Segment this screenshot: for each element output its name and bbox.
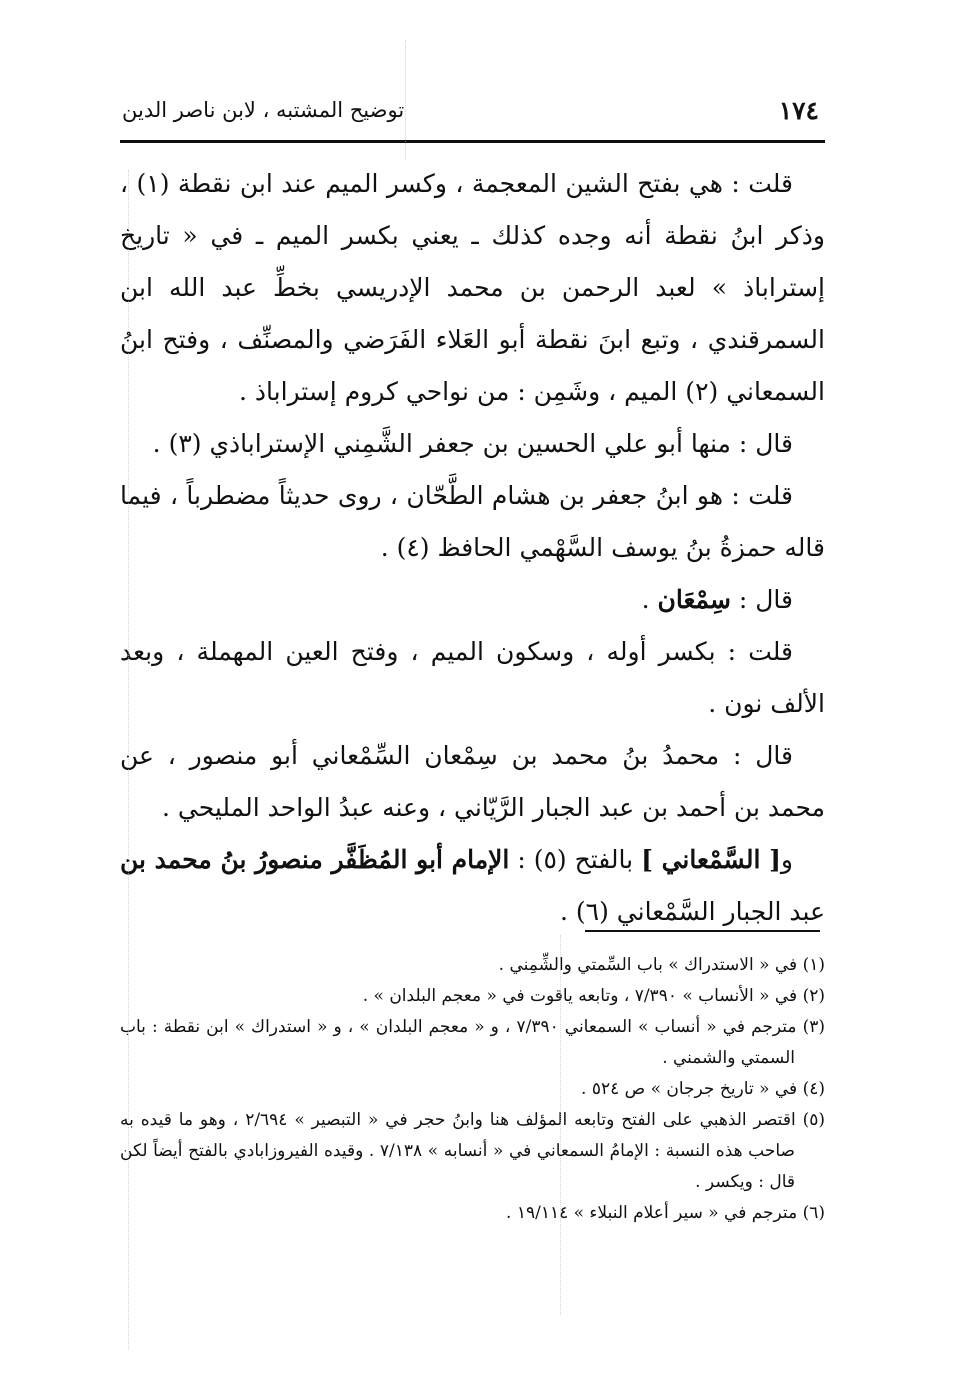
paragraph-sam-ani: و[ السَّمْعاني ] بالفتح (٥) : الإمام أبو المُظَفَّر منصورُ بنُ محمد بن عبد الجبار السَّمْعاني (٦) . <box>119 845 825 926</box>
scan-noise-right <box>560 935 561 1315</box>
footnote-rule <box>585 930 820 932</box>
paragraph-muhammad-sim-ani: قال : محمدُ بنُ محمد بن سِمْعان السِّمْعاني أبو منصور ، عن محمد بن أحمد بن عبد الجبار الرَّيّاني ، وعنه عبدُ الواحد المليحي . <box>120 741 825 822</box>
paragraph-abu-ali: قال : منها أبو علي الحسين بن جعفر الشَّمِني الإستراباذي (٣) . <box>152 429 793 458</box>
footnote-6: (٦) مترجم في « سير أعلام النبلاء » ١٩/١١٤ . <box>506 1203 825 1223</box>
page-number: ١٧٤ <box>778 96 819 125</box>
page-header <box>120 92 825 132</box>
footnote-4: (٤) في « تاريخ جرجان » ص ٥٢٤ . <box>581 1079 825 1099</box>
footnotes <box>120 950 825 1229</box>
main-text <box>120 158 825 938</box>
footnote-1: (١) في « الاستدراك » باب السِّمتي والشِّمِني . <box>498 955 825 975</box>
term-sam-ani: [ السَّمْعاني ] <box>641 845 781 874</box>
paragraph-ibn-jafar: قلت : هو ابنُ جعفر بن هشام الطَّحّان ، روى حديثاً مضطرباً ، فيما قاله حمزةُ بنُ يوسف السَّهْمي الحافظ (٤) . <box>120 481 825 562</box>
footnote-2: (٢) في « الأنساب » ٧/٣٩٠ ، وتابعه ياقوت في « معجم البلدان » . <box>362 986 825 1006</box>
paragraph-sim-an-vocalization: قلت : بكسر أوله ، وسكون الميم ، وفتح العين المهملة ، وبعد الألف نون . <box>120 637 825 718</box>
scan-noise-mid <box>405 40 406 160</box>
footnote-3: (٣) مترجم في « أنساب » السمعاني ٧/٣٩٠ ، و « معجم البلدان » ، و « استدراك » ابن نقطة : باب السمتي والشمني . <box>120 1017 825 1068</box>
paragraph-shamini-vocalization: قلت : هي بفتح الشين المعجمة ، وكسر الميم عند ابن نقطة (١) ، وذكر ابنُ نقطة أنه وجده كذلك ـ يعني بكسر الميم ـ في « تاريخ إستراباذ » لعبد الرحمن بن محمد الإدريسي بخطِّ عبد الله ابن السمرقندي ، وتبع ابنَ نقطة أبو العَلاء الفَرَضي والمصنِّف ، وفتح ابنُ السمعاني (٢) الميم ، وشَمِن : من نواحي كروم إستراباذ . <box>120 169 825 406</box>
footnote-5: (٥) اقتصر الذهبي على الفتح وتابعه المؤلف هنا وابنُ حجر في « التبصير » ٢/٦٩٤ ، وهو ما قيده به صاحب هذه النسبة : الإمامُ السمعاني في « أنسابه » ٧/١٣٨ . وقيده الفيروزابادي بالفتح أيضاً لكن قال : ويكسر . <box>120 1110 825 1192</box>
term-sim-an: سِمْعَان <box>657 585 731 614</box>
running-title: توضيح المشتبه ، لابن ناصر الدين <box>122 98 405 122</box>
paragraph-sim-an-heading: قال : سِمْعَان . <box>641 585 793 614</box>
scan-noise-left <box>128 170 129 1350</box>
header-rule <box>120 140 825 143</box>
term-imam-name: الإمام أبو المُظَفَّر منصورُ بنُ محمد بن <box>119 845 510 874</box>
